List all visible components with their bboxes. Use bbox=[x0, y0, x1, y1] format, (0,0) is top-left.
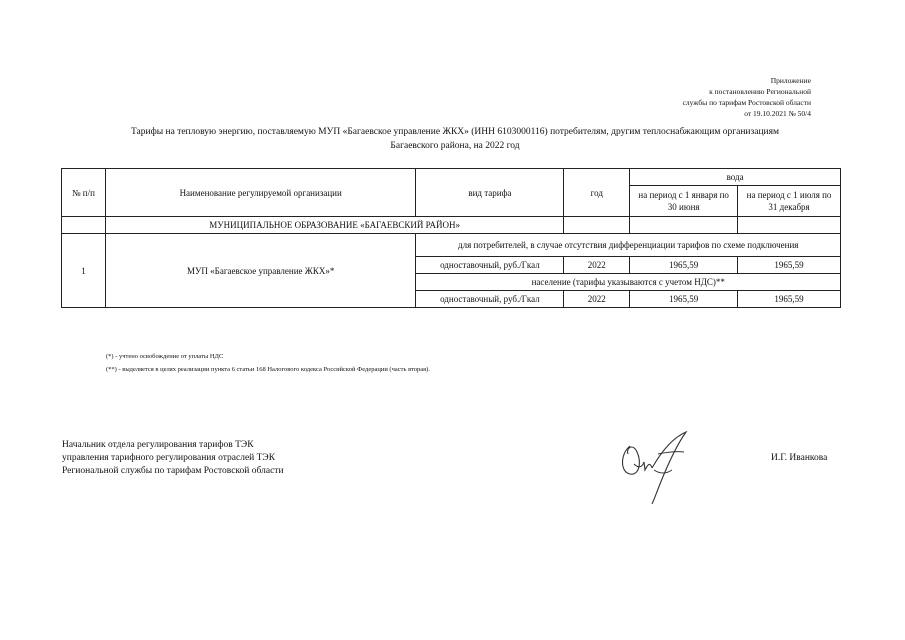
signatory-title bbox=[62, 439, 284, 478]
footnotes bbox=[106, 350, 430, 376]
footnote: (**) - выделяется в целях реализации пункта 6 статьи 168 Налогового кодекса Российской Федерации (часть вторая). bbox=[106, 366, 430, 373]
title-line: Багаевского района, на 2022 год bbox=[390, 141, 520, 151]
section-heading: для потребителей, в случае отсутствия дифференциации тарифов по схеме подключения bbox=[416, 234, 841, 257]
row-number: 1 bbox=[62, 234, 106, 308]
appendix-block bbox=[683, 75, 811, 119]
tariff-year: 2022 bbox=[564, 291, 630, 308]
table-row bbox=[62, 234, 841, 257]
appendix-line: к постановлению Региональной bbox=[709, 87, 811, 96]
signer-name: И.Г. Иванкова bbox=[771, 453, 828, 463]
municipality-row bbox=[62, 217, 841, 234]
organization-name: МУП «Багаевское управление ЖКХ»* bbox=[105, 234, 416, 308]
empty-cell bbox=[630, 217, 738, 234]
header-year: год bbox=[564, 169, 630, 217]
municipality-name: МУНИЦИПАЛЬНОЕ ОБРАЗОВАНИЕ «БАГАЕВСКИЙ РАЙОН» bbox=[105, 217, 563, 234]
appendix-line: Приложение bbox=[770, 76, 811, 85]
empty-cell bbox=[62, 217, 106, 234]
header-num: № п/п bbox=[62, 169, 106, 217]
empty-cell bbox=[738, 217, 841, 234]
tariff-type: одноставочный, руб./Гкал bbox=[416, 291, 564, 308]
header-row bbox=[62, 169, 841, 186]
header-tariff-type: вид тарифа bbox=[416, 169, 564, 217]
title-line: Тарифы на тепловую энергию, поставляемую МУП «Багаевское управление ЖКХ» (ИНН 6103000116) потребителям, другим теплоснабжающим организациям bbox=[130, 127, 780, 137]
tariff-year: 2022 bbox=[564, 257, 630, 274]
header-period-1: на период с 1 января по 30 июня bbox=[630, 186, 738, 217]
signatory-line: Начальник отдела регулирования тарифов ТЭК bbox=[62, 440, 254, 450]
header-period-2: на период с 1 июля по 31 декабря bbox=[738, 186, 841, 217]
tariff-value: 1965,59 bbox=[630, 291, 738, 308]
appendix-date: от 19.10.2021 № 50/4 bbox=[744, 109, 811, 118]
signatory-line: Региональной службы по тарифам Ростовской области bbox=[62, 466, 284, 476]
empty-cell bbox=[564, 217, 630, 234]
tariff-value: 1965,59 bbox=[630, 257, 738, 274]
tariff-table bbox=[61, 168, 841, 308]
document-title bbox=[40, 125, 870, 153]
tariff-type: одноставочный, руб./Гкал bbox=[416, 257, 564, 274]
signatory-line: управления тарифного регулирования отраслей ТЭК bbox=[62, 453, 276, 463]
signature-image bbox=[614, 424, 704, 506]
header-org: Наименование регулируемой организации bbox=[105, 169, 416, 217]
appendix-line: службы по тарифам Ростовской области bbox=[682, 98, 811, 107]
header-water: вода bbox=[630, 169, 841, 186]
footnote: (*) - учтено освобождение от уплаты НДС bbox=[106, 353, 224, 360]
section-heading: население (тарифы указываются с учетом НДС)** bbox=[416, 274, 841, 291]
tariff-value: 1965,59 bbox=[738, 257, 841, 274]
tariff-value: 1965,59 bbox=[738, 291, 841, 308]
